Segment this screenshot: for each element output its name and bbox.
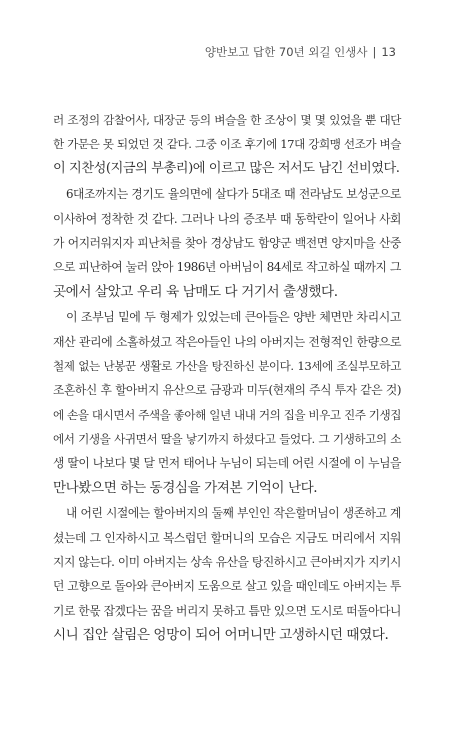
text-line: 6대조까지는 경기도 율의면에 살다가 5대조 때 전라남도 보성군으로 [66,187,401,202]
text-line: 이 조부님 밑에 두 형제가 있었는데 큰아들은 양반 체면만 차리시고 [66,310,401,325]
text-line: 곳에서 살았고 우리 육 남매도 다 거기서 출생했다. [53,283,338,300]
header-separator: | [372,45,377,59]
text-line: 재산 관리에 소홀하셨고 작은아들인 나의 아버지는 전형적인 한량으로 [53,334,401,349]
text-line: 이사하여 정착한 것 같다. 그러나 나의 증조부 때 동학란이 일어나 사회 [53,211,401,226]
text-line: 에서 기생을 사귀면서 딸을 낳기까지 하셨다고 들었다. 그 기생하고의 소 [53,432,401,447]
text-line: 만나봤으면 하는 동경심을 가져본 기억이 난다. [53,479,318,496]
running-header [205,44,396,60]
text-line: 지지 않는다. 이미 아버지는 상속 유산을 탕진하시고 큰아버지가 지키시 [53,555,401,570]
text-line: 에 손을 대시면서 주색을 좋아해 일년 내내 거의 집을 비우고 진주 기생집 [53,407,401,422]
text-line: 으로 피난하여 눌러 앉아 1986년 아버님이 84세로 작고하실 때까지 그 [53,260,401,275]
paragraph-1 [53,108,401,181]
text-line: 한 가문은 못 되었던 것 같다. 그중 이조 후기에 17대 강희맹 선조가 벼슬 [53,137,401,152]
paragraph-3 [53,305,401,500]
text-line: 철제 없는 난봉꾼 생활로 가산을 탕진하신 분이다. 13세에 조실부모하고 [53,358,401,373]
text-line: 기로 한몫 잡겠다는 꿈을 버리지 못하고 틈만 있으면 도시로 떠돌아다니 [53,603,401,618]
text-line: 러 조정의 감찰어사, 대장군 등의 벼슬을 한 조상이 몇 몇 있었을 뿐 대단 [53,113,401,127]
text-line: 시니 집안 살림은 엉망이 되어 어머니만 고생하시던 때였다. [53,627,389,644]
text-line: 생 딸이 나보다 몇 달 먼저 태어나 누님이 되는데 어린 시절에 이 누님을 [53,456,401,471]
text-line: 가 어지러워지자 피난처를 찾아 경상남도 함양군 백전면 양지마을 산중 [53,235,401,250]
text-line: 내 어린 시절에는 할아버지의 둘째 부인인 작은할머님이 생존하고 계 [66,506,401,521]
paragraph-4 [53,501,401,647]
body-text [53,108,401,648]
paragraph-2 [53,182,401,304]
text-line: 셨는데 그 인자하시고 복스럽던 할머니의 모습은 지금도 머리에서 지워 [53,530,401,545]
page-number: 13 [381,45,396,59]
text-line: 이 지찬성(지금의 부총리)에 이르고 많은 저서도 남긴 선비였다. [53,160,400,176]
text-line: 던 고향으로 돌아와 큰아버지 도움으로 살고 있을 때인데도 아버지는 투 [53,579,401,594]
text-line: 조혼하신 후 할아버지 유산으로 금광과 미두(현재의 주식 투자 같은 것) [53,383,401,398]
running-title: 양반보고 답한 70년 외길 인생사 [204,45,368,59]
